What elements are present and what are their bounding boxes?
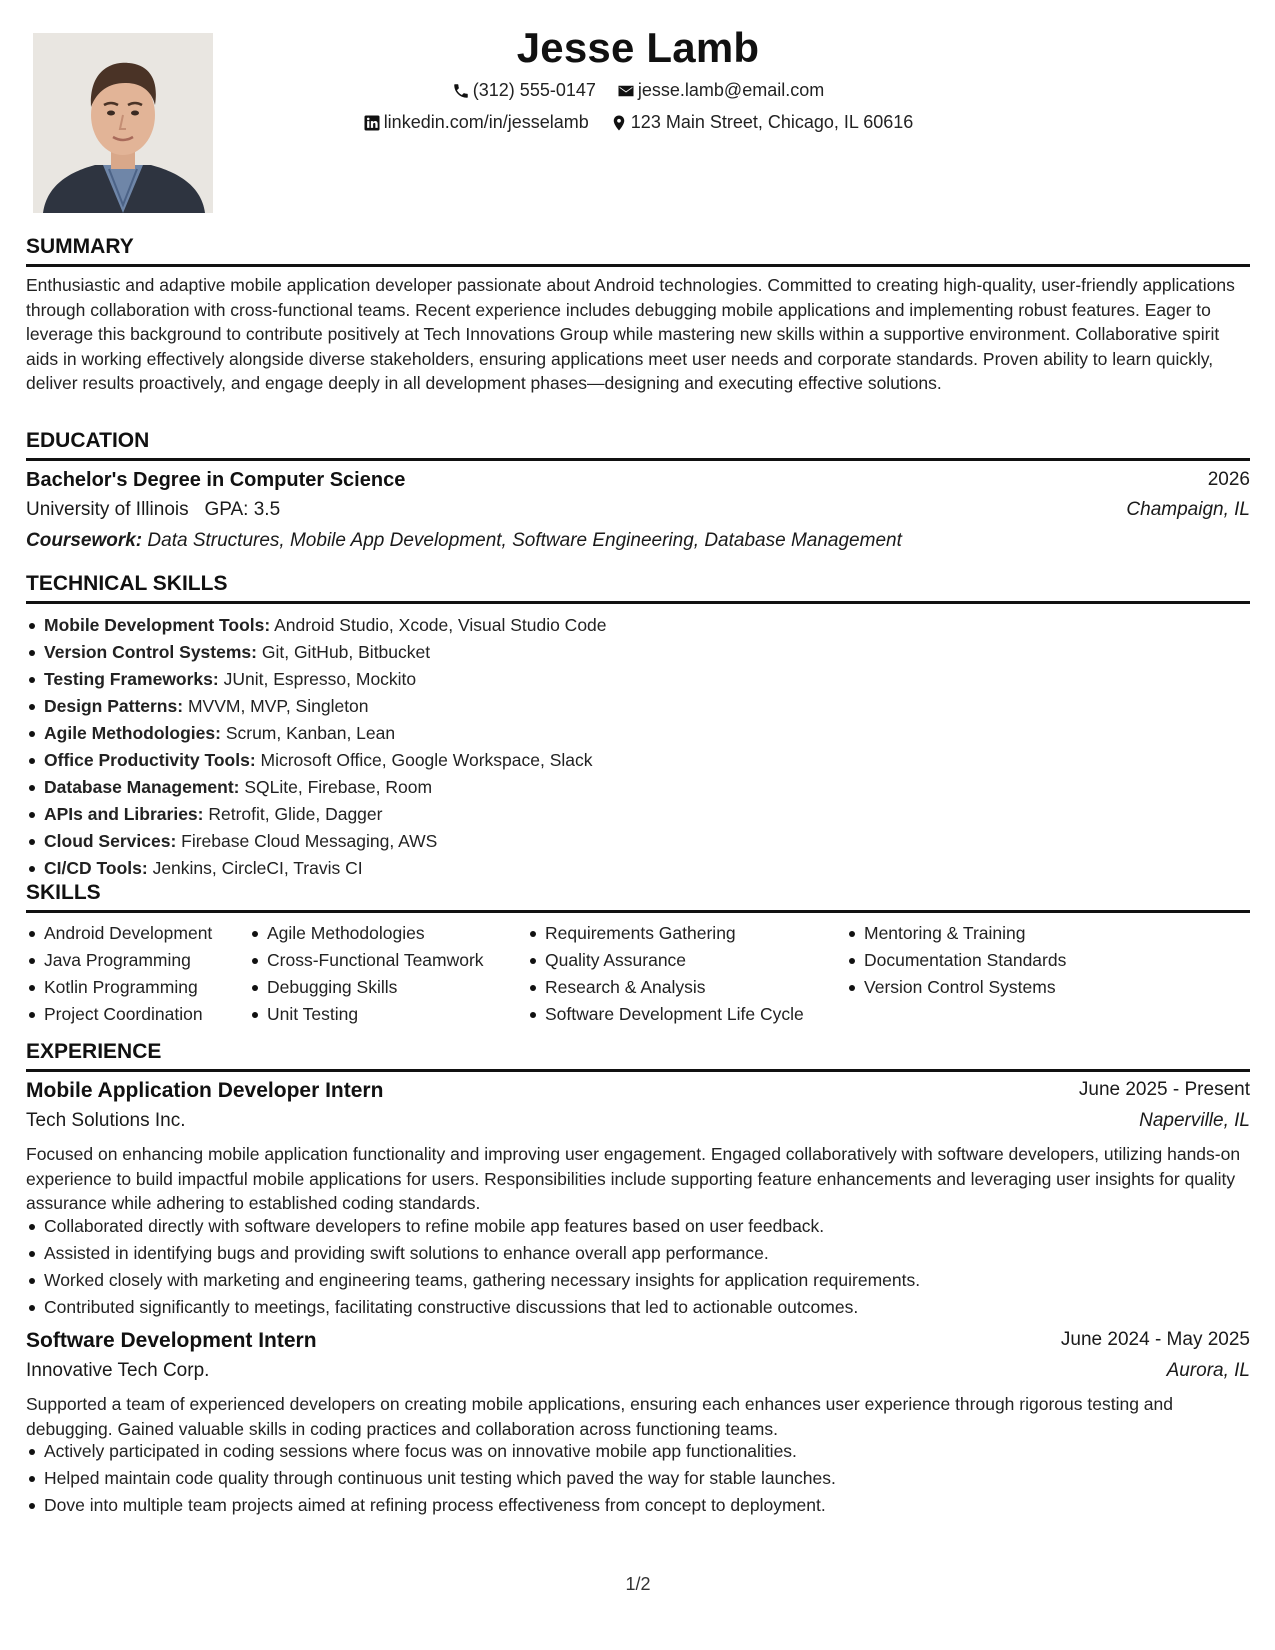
- list-item: Design Patterns: MVVM, MVP, Singleton: [26, 693, 607, 720]
- job-2-company-row: [26, 1360, 1250, 1386]
- list-item: Unit Testing: [249, 1001, 484, 1028]
- list-item: Worked closely with marketing and engineering teams, gathering necessary insights for application requirements.: [26, 1267, 920, 1294]
- degree: Bachelor's Degree in Computer Science: [26, 469, 406, 491]
- list-item: Cloud Services: Firebase Cloud Messaging, AWS: [26, 828, 607, 855]
- phone-icon: [452, 82, 470, 100]
- education-heading: EDUCATION: [26, 428, 1250, 461]
- address-contact: [610, 112, 914, 133]
- list-item: Agile Methodologies: Scrum, Kanban, Lean: [26, 720, 607, 747]
- gpa: GPA: 3.5: [204, 499, 281, 520]
- list-item: Requirements Gathering: [527, 920, 804, 947]
- job-location: Naperville, IL: [1139, 1110, 1250, 1131]
- job-1-bullets: [26, 1213, 920, 1321]
- list-item: Quality Assurance: [527, 947, 804, 974]
- list-item: Android Development: [26, 920, 212, 947]
- coursework-text: Data Structures, Mobile App Development, Software Engineering, Database Management: [147, 530, 902, 551]
- list-item: Debugging Skills: [249, 974, 484, 1001]
- summary-heading: SUMMARY: [26, 234, 1250, 267]
- list-item: Agile Methodologies: [249, 920, 484, 947]
- job-1-title-row: [26, 1079, 1250, 1107]
- email-contact[interactable]: [617, 80, 824, 101]
- list-item: Assisted in identifying bugs and providing swift solutions to enhance overall app performance.: [26, 1240, 920, 1267]
- envelope-icon: [617, 82, 635, 100]
- job-title: Software Development Intern: [26, 1329, 317, 1352]
- list-item: Actively participated in coding sessions where focus was on innovative mobile app functionalities.: [26, 1438, 836, 1465]
- technical-skills-heading: TECHNICAL SKILLS: [26, 571, 1250, 604]
- list-item: Helped maintain code quality through continuous unit testing which paved the way for stable launches.: [26, 1465, 836, 1492]
- list-item: Project Coordination: [26, 1001, 212, 1028]
- job-2-description: Supported a team of experienced developers on creating mobile applications, ensuring each enhances user experience through rigorous testing and debugging. Gained valuable skills in coding practices and collaboration across functioning teams.: [26, 1394, 1173, 1439]
- address-text: 123 Main Street, Chicago, IL 60616: [630, 112, 914, 132]
- list-item: Mobile Development Tools: Android Studio, Xcode, Visual Studio Code: [26, 612, 607, 639]
- list-item: Java Programming: [26, 947, 212, 974]
- map-pin-icon: [610, 114, 628, 132]
- skills-heading: SKILLS: [26, 880, 1250, 913]
- coursework-line: [26, 530, 902, 552]
- coursework-row: [26, 530, 1250, 556]
- list-item: Kotlin Programming: [26, 974, 212, 1001]
- experience-heading: EXPERIENCE: [26, 1039, 1250, 1072]
- list-item: Contributed significantly to meetings, facilitating constructive discussions that led to actionable outcomes.: [26, 1294, 920, 1321]
- linkedin-contact[interactable]: [363, 112, 589, 133]
- list-item: Testing Frameworks: JUnit, Espresso, Mockito: [26, 666, 607, 693]
- technical-skills-list: [26, 612, 607, 882]
- job-dates: June 2024 - May 2025: [1060, 1329, 1250, 1350]
- graduation-year: 2026: [1207, 469, 1250, 490]
- job-location: Aurora, IL: [1166, 1360, 1250, 1381]
- list-item: Dove into multiple team projects aimed at refining process effectiveness from concept to deployment.: [26, 1492, 836, 1519]
- list-item: CI/CD Tools: Jenkins, CircleCI, Travis CI: [26, 855, 607, 882]
- phone-text: (312) 555-0147: [472, 80, 596, 100]
- job-1-description: Focused on enhancing mobile application functionality and improving user engagement. Engaged collaboratively with software developers, utilizing hands-on experience to build impactful mobile applications for users. Responsibilities include supporting feature enhancements and leveraging user insights for quality assurance while adhering to established coding standards.: [26, 1144, 1241, 1213]
- email-text: jesse.lamb@email.com: [637, 80, 825, 100]
- skills-column-2: [249, 920, 484, 1028]
- school-line: [26, 499, 280, 521]
- job-1-company-row: [26, 1110, 1250, 1136]
- school-name: University of Illinois: [26, 499, 189, 520]
- phone-contact[interactable]: [452, 80, 596, 101]
- job-2-title-row: [26, 1329, 1250, 1357]
- coursework-label: Coursework:: [26, 530, 143, 551]
- list-item: Database Management: SQLite, Firebase, Room: [26, 774, 607, 801]
- contact-line-1: [26, 80, 1250, 105]
- summary-text: Enthusiastic and adaptive mobile application developer passionate about Android technologies. Committed to creating high-quality, user-friendly applications through collaboration with cross-functional teams. Recent experience includes debugging mobile applications and implementing robust features. Eager to leverage this background to contribute positively at Tech Innovations Group while mastering new skills within a supportive environment. Collaborative spirit aids in working effectively alongside diverse stakeholders, ensuring applications meet user needs and corporate standards. Proven ability to learn quickly, deliver results proactively, and engage deeply in all development phases—designing and executing effective solutions.: [26, 275, 1235, 393]
- candidate-name: Jesse Lamb: [516, 24, 760, 71]
- list-item: Cross-Functional Teamwork: [249, 947, 484, 974]
- school-location: Champaign, IL: [1126, 499, 1250, 520]
- resume-page: [26, 0, 1250, 1650]
- list-item: Software Development Life Cycle: [527, 1001, 804, 1028]
- job-title: Mobile Application Developer Intern: [26, 1079, 384, 1102]
- job-2-bullets: [26, 1438, 836, 1519]
- education-school-row: [26, 499, 1250, 525]
- list-item: Office Productivity Tools: Microsoft Office, Google Workspace, Slack: [26, 747, 607, 774]
- company-name: Tech Solutions Inc.: [26, 1110, 186, 1131]
- skills-column-3: [527, 920, 804, 1028]
- list-item: Research & Analysis: [527, 974, 804, 1001]
- skills-column-1: [26, 920, 212, 1028]
- list-item: Documentation Standards: [846, 947, 1066, 974]
- linkedin-text: linkedin.com/in/jesselamb: [383, 112, 589, 132]
- education-degree-row: [26, 469, 1250, 495]
- list-item: Version Control Systems: Git, GitHub, Bitbucket: [26, 639, 607, 666]
- list-item: Mentoring & Training: [846, 920, 1066, 947]
- list-item: Collaborated directly with software developers to refine mobile app features based on user feedback.: [26, 1213, 920, 1240]
- company-name: Innovative Tech Corp.: [26, 1360, 210, 1381]
- skills-column-4: [846, 920, 1066, 1001]
- list-item: APIs and Libraries: Retrofit, Glide, Dagger: [26, 801, 607, 828]
- contact-line-2: [26, 112, 1250, 137]
- linkedin-icon: [363, 114, 381, 132]
- list-item: Version Control Systems: [846, 974, 1066, 1001]
- page-number: 1/2: [625, 1574, 651, 1594]
- job-dates: June 2025 - Present: [1078, 1079, 1250, 1100]
